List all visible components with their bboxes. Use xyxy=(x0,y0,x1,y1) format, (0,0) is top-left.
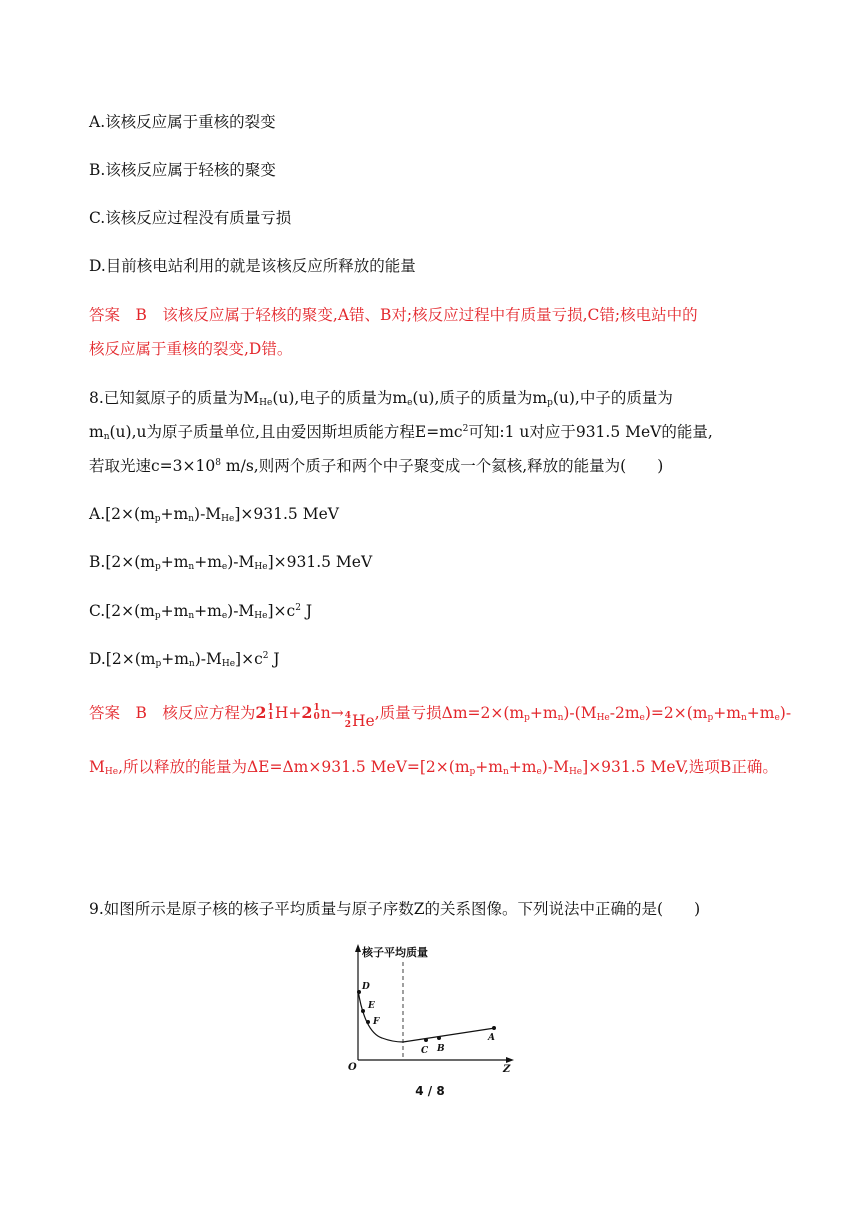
mass-curve xyxy=(358,990,495,1042)
label-c: C xyxy=(421,1046,429,1056)
nuclide-he: 4 2 He xyxy=(344,711,375,730)
q8-option-b: $B.[2\times(m_p+m_n+m_e)-M_{He}]\times 931.5$ MeV xyxy=(89,553,373,572)
q8-stem-line-2: $m_n(u),u$为原子质量单位,且由爱因斯坦质能方程$E=mc^2$可知:1 u对应于931.5 MeV的能量, xyxy=(89,423,713,442)
nuclide-h: 2 1 1 H xyxy=(255,703,289,722)
label-e: E xyxy=(368,1001,375,1011)
point-f xyxy=(366,1020,370,1024)
q8-option-c: $C.[2\times(m_p+m_n+m_e)-M_{He}]\times c^2$ J xyxy=(89,602,313,621)
point-c xyxy=(424,1038,428,1042)
point-e xyxy=(361,1009,365,1013)
label-f: F xyxy=(373,1017,380,1027)
reaction-arrow: → xyxy=(330,704,344,722)
q7-option-b: B.该核反应属于轻核的聚变 xyxy=(89,161,276,179)
label-b: B xyxy=(437,1044,445,1054)
q8-option-a: $A.[2\times(m_p+m_n)-M_{He}]\times 931.5$ MeV xyxy=(89,505,339,524)
nucleon-mass-figure xyxy=(340,942,520,1074)
page-number: 4 / 8 xyxy=(415,1084,445,1098)
q9-stem: 9.如图所示是原子核的核子平均质量与原子序数Z的关系图像。下列说法中正确的是( ) xyxy=(89,900,701,918)
nuclide-n: 2 1 0 n xyxy=(301,703,331,722)
point-d xyxy=(357,990,361,994)
point-b xyxy=(437,1036,441,1040)
x-axis-arrow xyxy=(506,1057,514,1063)
q8-answer-line-2: $M_{He}$,所以释放的能量为ΔE=Δm×931.5 $MeV=[2\times(m_p+m_n+m_e)-M_{He}]\times 931.5$ MeV,选项B正确。 xyxy=(89,758,778,777)
origin-label: O xyxy=(348,1062,357,1073)
label-d: D xyxy=(362,982,370,992)
q7-answer-line-1: 答案 B 该核反应属于轻核的聚变,A错、B对;核反应过程中有质量亏损,C错;核电站中的 xyxy=(89,306,698,324)
q7-option-c: C.该核反应过程没有质量亏损 xyxy=(89,209,292,227)
q7-option-a: A.该核反应属于重核的裂变 xyxy=(89,113,276,131)
q7-option-d: D.目前核电站利用的就是该核反应所释放的能量 xyxy=(89,257,416,275)
q8-stem-line-1: 8.已知氦原子的质量为$M_{He}(u)$,电子的质量为$m_e(u)$,质子的质量为$m_p(u)$,中子的质量为 xyxy=(89,389,673,408)
y-axis-label: 核子平均质量 xyxy=(362,946,428,959)
q8-stem-line-3: 若取光速$c=3\times 10^8$ m/s,则两个质子和两个中子聚变成一个氦核,释放的能量为( ) xyxy=(89,457,664,475)
q8-answer-line-1: 答案 B 核反应方程为 2 1 1 H + 2 1 0 n → 4 2 He ,质量亏损$\Delta m=2\times(m_p+m_n)-(M_{He}-2m_e)=2\times(m_p+m_n+m_e)-$ xyxy=(89,703,792,730)
x-axis-label: Z xyxy=(503,1064,511,1074)
q8-option-d: $D.[2\times(m_p+m_n)-M_{He}]\times c^2$ J xyxy=(89,650,280,669)
label-a: A xyxy=(488,1033,495,1043)
point-a xyxy=(492,1026,496,1030)
y-axis-arrow xyxy=(355,944,361,952)
q7-answer-line-2: 核反应属于重核的裂变,D错。 xyxy=(89,340,293,358)
